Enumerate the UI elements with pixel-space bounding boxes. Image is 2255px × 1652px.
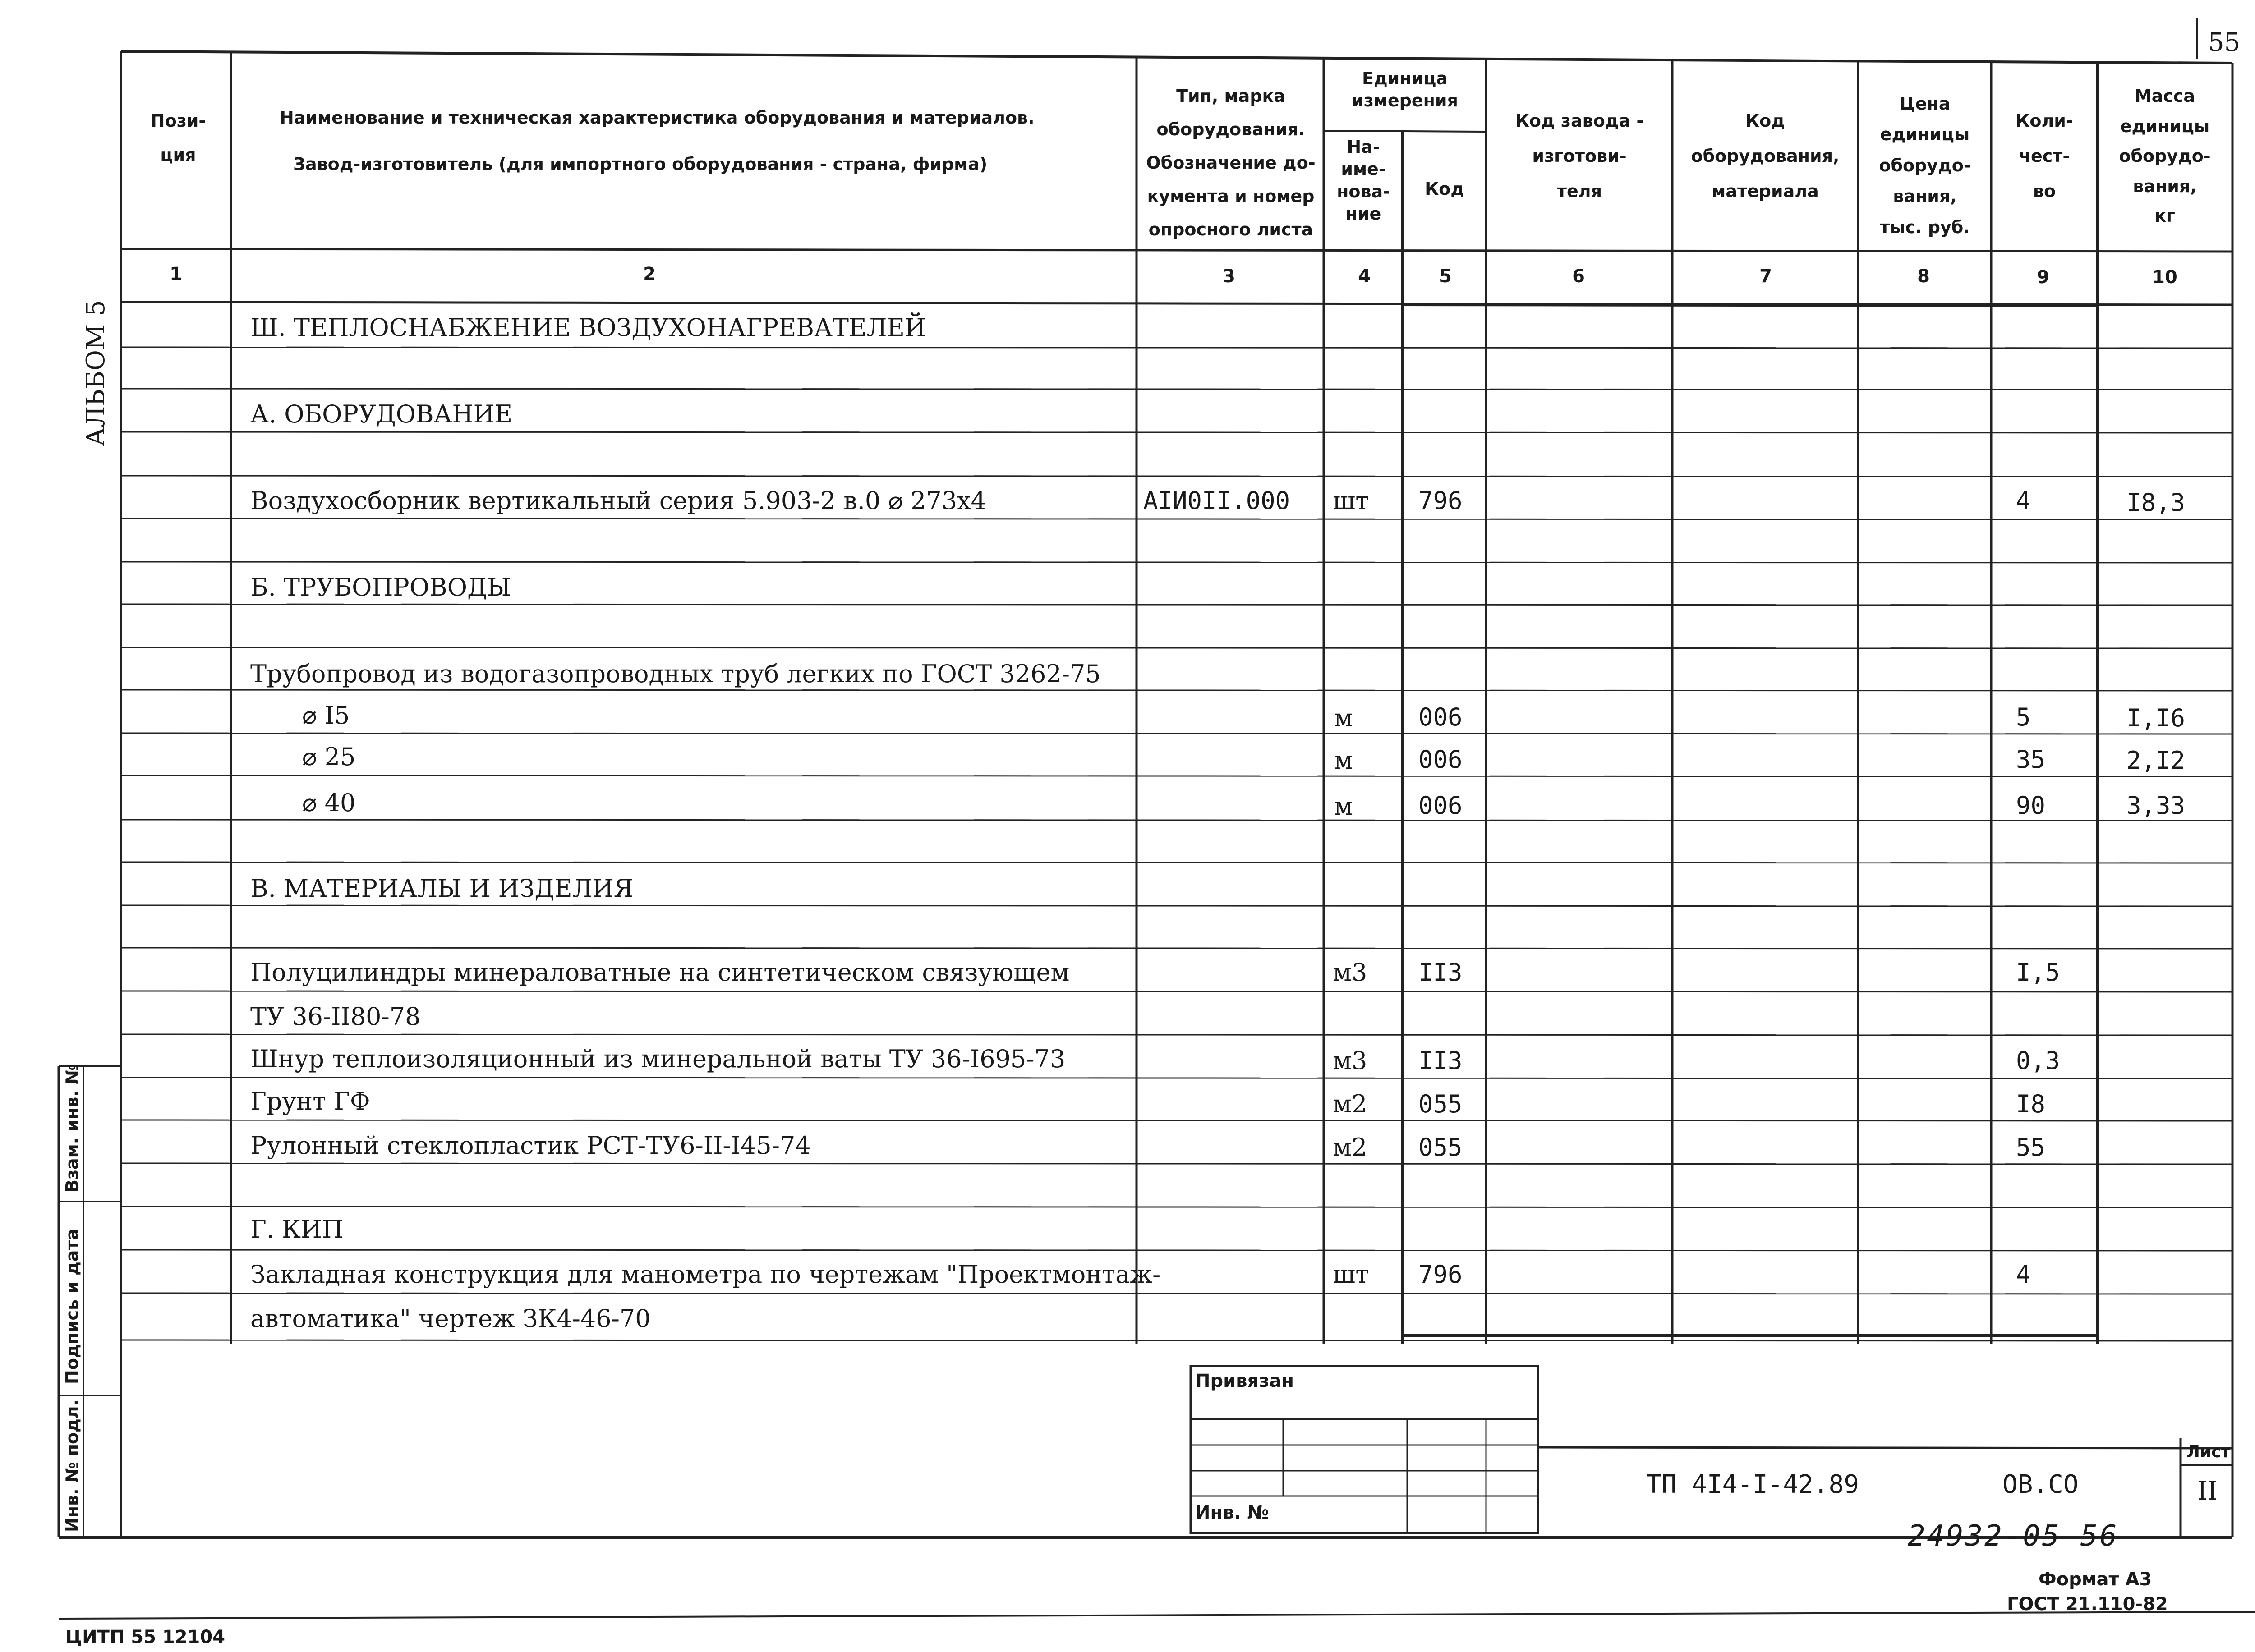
item-qty: 4 — [2016, 1260, 2031, 1289]
header-plant-code: Код завода - изготови- теля — [1515, 111, 1644, 201]
item-mass: I,I6 — [2126, 704, 2186, 732]
header-unit-code: Код — [1425, 179, 1464, 199]
inv-podl-label: Инв. № подл. — [62, 1399, 82, 1532]
sheet-code: ОВ.СО — [2002, 1470, 2079, 1499]
podpis-label: Подпись и дата — [62, 1228, 82, 1384]
item-unit: м — [1334, 792, 1353, 821]
col-number-5: 5 — [1439, 266, 1452, 287]
item-qty: I,5 — [2016, 958, 2060, 987]
header-qty: Коли- чест- во — [2016, 111, 2073, 201]
item-qty: 5 — [2016, 703, 2031, 731]
item-mass: 3,33 — [2126, 791, 2186, 820]
col-number-4: 4 — [1358, 266, 1371, 287]
item-code: 055 — [1418, 1090, 1463, 1118]
col-number-9: 9 — [2037, 267, 2049, 288]
header-unit: Единица измерения — [1352, 69, 1458, 111]
header-type: Тип, марка оборудования. Обозначение до- кумента и номер опросного листа — [1146, 86, 1316, 240]
format-label: Формат А3 — [2039, 1569, 2152, 1590]
item-code: 796 — [1418, 486, 1463, 515]
section-heading: Г. КИП — [250, 1215, 344, 1244]
item-qty: 0,3 — [2016, 1046, 2060, 1075]
header-mass: Масса единицы оборудо- вания, кг — [2119, 86, 2211, 226]
item-name: ТУ 36-II80-78 — [250, 1002, 421, 1031]
handwritten-number: 24932-05 56 — [1908, 1519, 2119, 1553]
item-name: Шнур теплоизоляционный из минеральной ваты ТУ 36-I695-73 — [250, 1045, 1066, 1073]
section-heading: А. ОБОРУДОВАНИЕ — [250, 400, 513, 428]
col-number-7: 7 — [1759, 266, 1772, 287]
item-name: ⌀ 25 — [302, 743, 356, 771]
item-name: Полуцилиндры минераловатные на синтетическом связующем — [250, 958, 1070, 987]
inv-no-label: Инв. № — [1195, 1502, 1269, 1523]
item-qty: 35 — [2016, 745, 2046, 774]
header-equip-code: Код оборудования, материала — [1691, 111, 1840, 201]
header-price: Цена единицы оборудо- вания, тыс. руб. — [1879, 94, 1971, 237]
item-unit: шт — [1333, 1260, 1369, 1289]
item-unit: шт — [1333, 486, 1369, 515]
item-code: II3 — [1418, 1046, 1463, 1075]
item-qty: 4 — [2016, 486, 2031, 515]
item-code: 006 — [1418, 745, 1463, 774]
item-mass: I8,3 — [2126, 488, 2186, 517]
item-name: Воздухосборник вертикальный серия 5.903-2 в.0 ⌀ 273х4 — [250, 486, 986, 515]
section-heading: Б. ТРУБОПРОВОДЫ — [250, 573, 511, 601]
item-name: Рулонный стеклопластик РСТ-ТУ6-II-I45-74 — [250, 1131, 811, 1160]
item-mass: 2,I2 — [2126, 746, 2186, 775]
album-label: АЛЬБОМ 5 — [81, 300, 110, 446]
col-number-3: 3 — [1223, 266, 1235, 287]
col-number-2: 2 — [643, 264, 656, 285]
item-unit: м — [1334, 704, 1353, 732]
item-unit: м — [1334, 746, 1353, 775]
item-qty: 55 — [2016, 1133, 2046, 1161]
item-code: 006 — [1418, 791, 1463, 820]
vzam-inv-label: Взам. инв. № — [62, 1064, 82, 1193]
item-name: Закладная конструкция для манометра по чертежам "Проектмонтаж- — [250, 1260, 1161, 1289]
page-number: 55 — [2208, 28, 2241, 57]
item-code: 055 — [1418, 1133, 1463, 1161]
col-number-6: 6 — [1572, 266, 1585, 287]
item-code: 796 — [1418, 1260, 1463, 1289]
item-unit: м3 — [1333, 958, 1367, 987]
section-heading: Ш. ТЕПЛОСНАБЖЕНИЕ ВОЗДУХОНАГРЕВАТЕЛЕЙ — [250, 313, 926, 342]
section-heading: В. МАТЕРИАЛЫ И ИЗДЕЛИЯ — [250, 874, 634, 903]
item-unit: м2 — [1333, 1090, 1367, 1118]
item-qty: I8 — [2016, 1090, 2046, 1118]
header-unit-name: На- име- нова- ние — [1337, 137, 1390, 224]
col-number-1: 1 — [170, 264, 182, 285]
item-unit: м3 — [1333, 1046, 1367, 1075]
item-name: Грунт ГФ — [250, 1087, 370, 1115]
item-name: ⌀ 40 — [302, 789, 356, 817]
header-name-line2: Завод-изготовитель (для импортного оборудования - страна, фирма) — [293, 154, 988, 174]
col-number-10: 10 — [2152, 267, 2177, 288]
item-code: II3 — [1418, 958, 1463, 987]
item-qty: 90 — [2016, 791, 2046, 820]
header-name-line1: Наименование и техническая характеристика оборудования и материалов. — [280, 108, 1035, 128]
sheet-number: II — [2197, 1477, 2218, 1506]
item-name: ⌀ I5 — [302, 701, 350, 730]
header-position: Пози- ция — [150, 111, 206, 165]
item-type: АIИ0II.000 — [1143, 486, 1290, 515]
item-code: 006 — [1418, 703, 1463, 731]
privyazan-label: Привязан — [1195, 1371, 1294, 1391]
doc-code: ТП 4I4-I-42.89 — [1646, 1470, 1859, 1499]
print-code-label: ЦИТП 55 12104 — [65, 1627, 226, 1647]
item-name: автоматика" чертеж ЗК4-46-70 — [250, 1304, 651, 1333]
item-unit: м2 — [1333, 1133, 1367, 1161]
sheet-label: Лист — [2186, 1443, 2231, 1461]
item-name: Трубопровод из водогазопроводных труб легких по ГОСТ 3262-75 — [250, 660, 1101, 688]
col-number-8: 8 — [1917, 266, 1930, 287]
gost-label: ГОСТ 21.110-82 — [2007, 1594, 2168, 1615]
